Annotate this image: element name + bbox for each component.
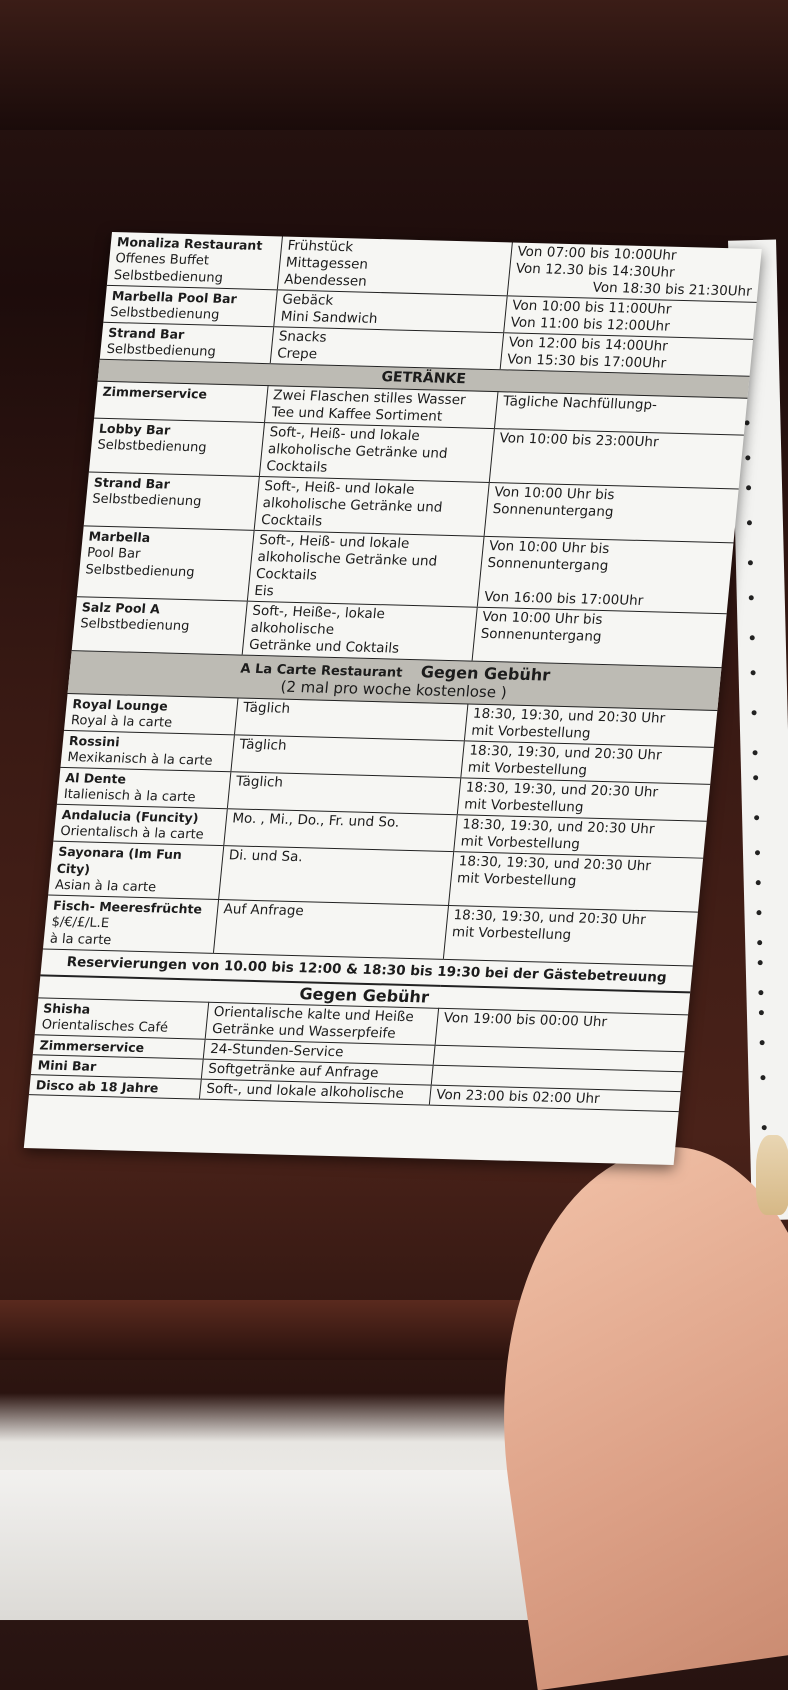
time-cell	[477, 536, 734, 613]
offer-line: Tee und Kaffee Sortiment	[270, 404, 443, 425]
bullet-dot	[762, 1125, 767, 1130]
bullet-dot	[758, 990, 763, 995]
offer-line: Softgetränke auf Anfrage	[207, 1060, 380, 1082]
venue-subtitle: $/€/£/L.E	[50, 914, 110, 932]
offer-line: Täglich	[235, 773, 284, 791]
offer-line: alkoholische Getränke und	[256, 548, 438, 570]
offer-line: Abendessen	[283, 271, 368, 290]
time-cell	[484, 482, 739, 542]
bullet-dot	[759, 1010, 764, 1015]
offer-line: Zwei Flaschen stilles Wasser	[272, 387, 467, 409]
time-cell	[448, 852, 703, 912]
venue-subtitle: Selbstbedienung	[105, 341, 217, 360]
offer-line: 24-Stunden-Service	[209, 1040, 345, 1061]
venue-name: Marbella Pool Bar	[111, 288, 238, 307]
time-line: Von 12.30 bis 14:30Uhr	[515, 260, 676, 281]
time-line: Von 15:30 bis 17:00Uhr	[506, 351, 667, 372]
time-line: 18:30, 19:30, und 20:30 Uhr	[468, 742, 663, 764]
time-line: Von 12:00 bis 14:00Uhr	[507, 334, 669, 355]
venue-subtitle: Selbstbedienung	[84, 562, 196, 581]
venue-cell	[107, 232, 282, 290]
offer-line: Di. und Sa.	[228, 847, 304, 866]
bullet-dot	[755, 850, 760, 855]
venue-subtitle: Orientalisch à la carte	[59, 823, 205, 843]
fingernail	[756, 1135, 788, 1215]
venue-cell	[64, 693, 237, 734]
offer-line: Soft-, Heiß- und lokale	[268, 424, 421, 445]
venue-cell	[94, 381, 267, 422]
offer-line: Crepe	[276, 345, 318, 363]
venue-subtitle: Selbstbedienung	[109, 304, 221, 323]
venue-subtitle: Selbstbedienung	[113, 268, 224, 286]
venue-name: Royal Lounge	[71, 696, 169, 714]
offer-line: Mini Sandwich	[279, 308, 379, 327]
offer-line: Eis	[253, 582, 275, 600]
offer-cell	[205, 1002, 438, 1045]
schedule-table	[29, 232, 762, 1112]
time-line: Von 10:00 Uhr bis	[481, 608, 604, 628]
venue-name: Fisch- Meeresfrüchte	[52, 897, 203, 917]
venue-name: Sayonara (Im Fun City)	[56, 843, 183, 877]
venue-subtitle: Italienisch à la carte	[63, 786, 197, 806]
venue-subtitle: Mexikanisch à la carte	[66, 750, 214, 769]
venue-subtitle: Pool Bar	[86, 545, 142, 562]
offer-cell	[234, 698, 467, 741]
venue-name: Salz Pool A	[81, 599, 161, 617]
offer-cell	[242, 601, 477, 661]
time-line: 18:30, 19:30, und 20:30 Uhr	[452, 907, 647, 929]
venue-subtitle: Offenes Buffet	[114, 251, 210, 269]
time-line: Sonnenuntergang	[479, 625, 603, 645]
offer-line: Getränke und Coktails	[248, 636, 400, 657]
section-drinks	[72, 381, 748, 667]
fee-header: Gegen Gebühr	[38, 975, 690, 1014]
venue-cell	[29, 1075, 201, 1099]
time-line: Tägliche Nachfüllungp-	[502, 393, 658, 414]
time-line: mit Vorbestellung	[459, 833, 581, 853]
venue-subtitle: Selbstbedienung	[96, 437, 208, 456]
time-line: Von 10:00 Uhr bis	[488, 537, 611, 558]
section-meals	[100, 232, 762, 376]
time-line: Von 07:00 bis 10:00Uhr	[516, 243, 678, 264]
background-shelf	[0, 0, 788, 130]
offer-line: Cocktails	[260, 512, 323, 530]
offer-cell	[227, 772, 460, 815]
bullet-dot	[750, 635, 755, 640]
venue-cell	[43, 895, 218, 953]
time-cell	[489, 429, 744, 489]
bullet-dot	[752, 750, 757, 755]
venue-name: Lobby Bar	[98, 420, 171, 438]
time-line: mit Vorbestellung	[463, 796, 585, 816]
venue-subtitle: Selbstbedienung	[79, 616, 191, 635]
time-line: Von 19:00 bis 00:00 Uhr	[442, 1009, 608, 1031]
venue-name: Al Dente	[64, 769, 127, 787]
venue-name: Strand Bar	[93, 474, 171, 492]
menu-sheet	[24, 232, 762, 1165]
venue-cell	[35, 998, 208, 1039]
bullet-dot	[752, 710, 757, 715]
time-line: mit Vorbestellung	[467, 759, 588, 779]
offer-line: Gebäck	[281, 291, 334, 309]
venue-cell	[103, 285, 276, 326]
offer-line: Mo. , Mi., Do., Fr. und So.	[231, 810, 401, 831]
offer-line: Täglich	[238, 736, 288, 754]
offer-line: Soft-, Heiß- und lokale	[258, 531, 411, 552]
alacarte-note: (2 mal pro woche kostenlose )	[279, 677, 508, 702]
offer-line: Frühstück	[286, 237, 354, 256]
bullet-dot	[749, 595, 754, 600]
time-line: Von 10:00 bis 11:00Uhr	[511, 297, 673, 318]
offer-line: Orientalische kalte und Heiße	[213, 1003, 415, 1026]
offer-cell	[247, 530, 484, 607]
offer-line: Soft-, und lokale alkoholische	[205, 1080, 405, 1102]
time-line: mit Vorbestellung	[470, 722, 592, 742]
time-cell	[507, 242, 762, 302]
alacarte-fee: Gegen Gebühr	[419, 662, 552, 685]
offer-line: Cocktails	[265, 458, 329, 476]
offer-cell	[223, 809, 456, 852]
bullet-dot	[760, 1040, 765, 1045]
time-line: mit Vorbestellung	[451, 924, 572, 944]
venue-cell	[57, 767, 230, 808]
venue-name: Zimmerservice	[39, 1037, 145, 1056]
section-alacarte	[43, 693, 717, 965]
time-cell	[472, 607, 727, 667]
venue-name: Disco ab 18 Jahre	[35, 1077, 160, 1096]
venue-cell	[84, 472, 259, 530]
venue-subtitle: Orientalisches Café	[40, 1017, 169, 1036]
bullet-dot	[760, 1075, 765, 1080]
time-line: Von 18:30 bis 21:30Uhr	[591, 279, 753, 300]
reservation-note: Reservierungen von 10.00 bis 12:00 & 18:30 bis 19:30 bei der Gästebetreuung	[40, 949, 692, 992]
offer-line: Getränke und Wasserpfeife	[211, 1020, 397, 1042]
drinks-header: GETRÄNKE	[98, 359, 750, 398]
venue-name: Zimmerservice	[101, 383, 208, 402]
offer-cell	[270, 327, 503, 370]
venue-name: Andalucia (Funcity)	[61, 806, 200, 826]
offer-cell	[230, 735, 463, 778]
time-line: mit Vorbestellung	[456, 870, 578, 890]
offer-cell	[254, 476, 489, 536]
offer-line: Soft-, Heiße-, lokale alkoholische	[250, 602, 386, 638]
venue-subtitle: Asian à la carte	[54, 877, 157, 896]
venue-subtitle: à la carte	[49, 931, 112, 949]
venue-cell	[89, 418, 264, 476]
time-line: Von 10:00 bis 23:00Uhr	[498, 430, 660, 451]
offer-cell	[218, 846, 453, 906]
time-cell	[443, 906, 698, 966]
venue-cell	[53, 804, 226, 845]
venue-subtitle: Royal à la carte	[70, 713, 173, 731]
venue-name: Rossini	[68, 733, 121, 750]
offer-line: alkoholische Getränke und	[262, 495, 444, 516]
offer-cell	[213, 900, 448, 960]
venue-name: Monaliza Restaurant	[116, 234, 264, 253]
venue-name: Marbella	[88, 528, 151, 546]
time-line: Von 10:00 Uhr bis	[493, 484, 616, 504]
bullet-dot	[746, 485, 751, 490]
bullet-dot	[756, 880, 761, 885]
venue-name: Strand Bar	[107, 324, 185, 342]
venue-cell	[48, 841, 223, 899]
offer-line: Snacks	[278, 328, 328, 346]
offer-line: Soft-, Heiß- und lokale	[263, 478, 416, 498]
offer-cell	[264, 386, 497, 429]
venue-cell	[77, 526, 254, 601]
offer-cell	[277, 236, 512, 295]
time-line: Von 11:00 bis 12:00Uhr	[509, 314, 671, 335]
venue-subtitle: Selbstbedienung	[91, 491, 203, 510]
section-fee	[29, 998, 688, 1112]
bullet-dot	[745, 455, 750, 460]
time-line: Von 23:00 bis 02:00 Uhr	[435, 1086, 601, 1108]
bullet-dot	[754, 815, 759, 820]
time-line: Von 16:00 bis 17:00Uhr	[483, 588, 644, 610]
bullet-dot	[756, 910, 761, 915]
offer-line: alkoholische Getränke und	[267, 441, 449, 462]
time-line: Sonnenuntergang	[491, 501, 615, 521]
offer-cell	[259, 423, 494, 483]
time-line: 18:30, 19:30, und 20:30 Uhr	[458, 853, 652, 875]
venue-cell	[72, 597, 247, 655]
bullet-dot	[748, 560, 753, 565]
venue-cell	[100, 322, 273, 363]
venue-cell	[60, 730, 233, 771]
time-line: 18:30, 19:30, und 20:30 Uhr	[465, 779, 659, 801]
bullet-dot	[758, 960, 763, 965]
bullet-dot	[753, 775, 758, 780]
bullet-dot	[751, 670, 756, 675]
time-line: Sonnenuntergang	[486, 554, 610, 575]
alacarte-title: A La Carte Restaurant	[239, 661, 404, 681]
venue-name: Shisha	[42, 1000, 91, 1017]
offer-line: Mittagessen	[285, 254, 369, 273]
bullet-dot	[747, 520, 752, 525]
offer-cell	[273, 290, 506, 333]
venue-name: Mini Bar	[37, 1057, 97, 1074]
offer-line: Auf Anfrage	[222, 901, 305, 920]
time-line: 18:30, 19:30, und 20:30 Uhr	[461, 816, 656, 838]
offer-line: Cocktails	[255, 565, 318, 584]
bullet-dot	[757, 940, 762, 945]
time-line: 18:30, 19:30, und 20:30 Uhr	[472, 705, 666, 727]
offer-line: Täglich	[242, 699, 291, 717]
